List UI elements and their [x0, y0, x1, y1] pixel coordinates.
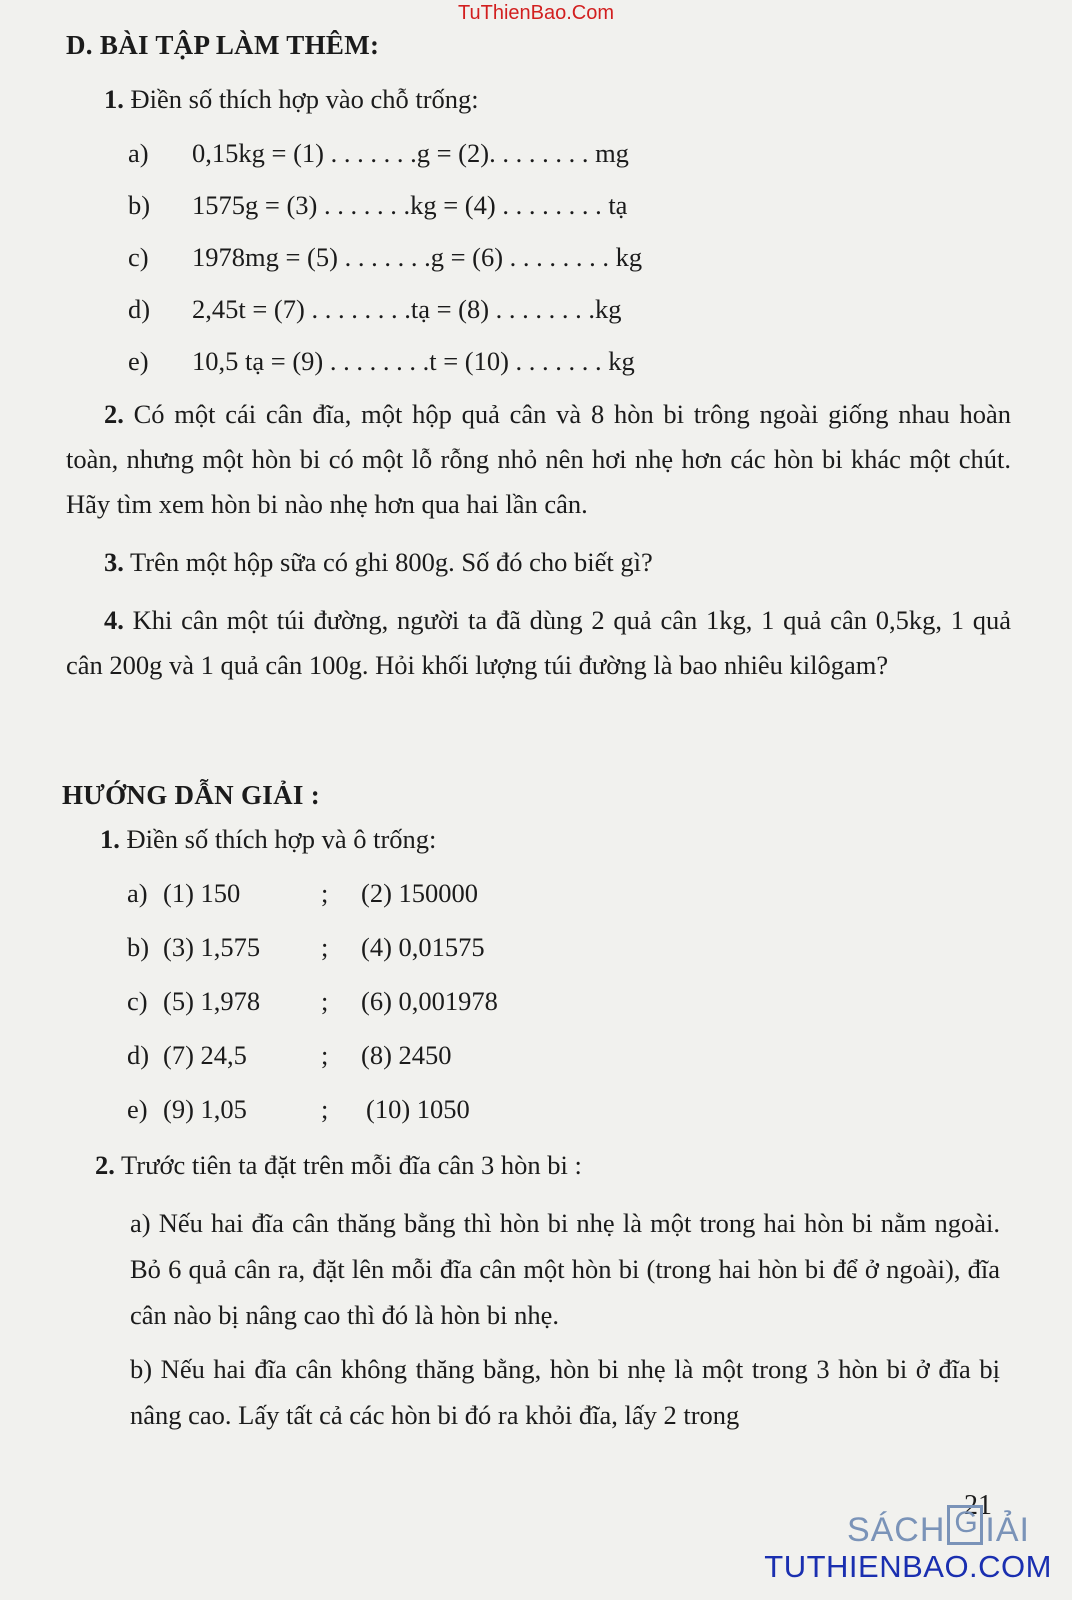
answer-1-heading	[100, 826, 436, 853]
logo-box-letter: G	[954, 1506, 979, 1539]
answer-left: (9) 1,05	[163, 1094, 247, 1124]
question-number: 2.	[104, 399, 124, 429]
answer-2-part-a: a) Nếu hai đĩa cân thăng bằng thì hòn bi nhẹ là một trong hai hòn bi nằm ngoài. Bỏ 6 quả cân ra, đặt lên mỗi đĩa cân một hòn bi (trong hai hòn bi để ở ngoài), đĩa cân nào bị nâng cao thì đó là hòn bi nhẹ.	[130, 1208, 1000, 1330]
question-text: Khi cân một túi đường, người ta đã dùng 2 quả cân 1kg, 1 quả cân 0,5kg, 1 quả cân 200g và 1 quả cân 100g. Hỏi khối lượng túi đường là bao nhiêu kilôgam?	[66, 605, 1012, 680]
exercise-expression: 10,5 tạ = (9) . . . . . . . .t = (10) . . . . . . . kg	[192, 346, 635, 376]
logo-box-icon	[947, 1505, 983, 1545]
answer-separator: ;	[321, 1094, 329, 1124]
answer-2-part-b: b) Nếu hai đĩa cân không thăng bằng, hòn bi nhẹ là một trong 3 hòn bi ở đĩa bị nâng cao. Lấy tất cả các hòn bi đó ra khỏi đĩa, lấy 2 trong	[130, 1354, 1000, 1430]
section-title: D. BÀI TẬP LÀM THÊM:	[66, 30, 380, 60]
exercise-label: b)	[128, 190, 151, 220]
answer-right: (6) 0,001978	[361, 986, 498, 1016]
answer-left: (3) 1,575	[163, 932, 261, 962]
answer-right: (2) 150000	[361, 878, 479, 908]
watermark-top: TuThienBao.Com	[458, 2, 614, 24]
question-number: 4.	[104, 605, 124, 635]
exercise-expression: 2,45t = (7) . . . . . . . .tạ = (8) . . . . . . . .kg	[192, 294, 622, 324]
exercise-label: c)	[128, 242, 149, 272]
answer-label: a)	[127, 878, 148, 908]
question-4	[66, 598, 1011, 688]
answer-separator: ;	[321, 986, 329, 1016]
exercise-label: e)	[128, 346, 149, 376]
answer-2-heading	[95, 1152, 582, 1179]
question-text: Có một cái cân đĩa, một hộp quả cân và 8 hòn bi trông ngoài giống nhau hoàn toàn, nhưng một hòn bi có một lỗ rỗng nhỏ nên hơi nhẹ hơn các hòn bi khác một chút. Hãy tìm xem hòn bi nào nhẹ hơn qua hai lần cân.	[66, 399, 1011, 519]
answer-left: (1) 150	[163, 878, 241, 908]
logo-top-line	[847, 1505, 1030, 1550]
answer-right: (8) 2450	[361, 1040, 452, 1070]
answer-right: (10) 1050	[366, 1094, 470, 1124]
question-text: Điền số thích hợp vào chỗ trống:	[130, 84, 479, 114]
site-logo	[752, 1505, 1052, 1595]
answer-right: (4) 0,01575	[361, 932, 485, 962]
answer-label: e)	[127, 1094, 148, 1124]
answer-text: Điền số thích hợp và ô trống:	[126, 824, 437, 854]
exercise-expression: 1575g = (3) . . . . . . .kg = (4) . . . . . . . . tạ	[192, 190, 628, 220]
page-number: 21	[964, 1490, 992, 1521]
question-3	[66, 540, 1011, 585]
question-text: Trên một hộp sữa có ghi 800g. Số đó cho biết gì?	[130, 547, 653, 577]
exercise-label: d)	[128, 294, 151, 324]
answer-separator: ;	[321, 1040, 329, 1070]
answer-label: d)	[127, 1040, 150, 1070]
answer-label: b)	[127, 932, 150, 962]
answer-number: 1.	[100, 824, 120, 854]
question-number: 1.	[104, 84, 124, 114]
logo-text-left: SÁCH	[846, 1511, 946, 1549]
answer-separator: ;	[321, 878, 329, 908]
exercise-expression: 0,15kg = (1) . . . . . . .g = (2). . . . . . . . mg	[192, 138, 629, 168]
question-2	[66, 392, 1011, 527]
exercise-expression: 1978mg = (5) . . . . . . .g = (6) . . . . . . . . kg	[192, 242, 643, 272]
answer-label: c)	[127, 986, 148, 1016]
answer-separator: ;	[321, 932, 329, 962]
solutions-title: HƯỚNG DẪN GIẢI :	[62, 780, 321, 810]
logo-text-right: IẢI	[985, 1511, 1030, 1549]
answer-text: Trước tiên ta đặt trên mỗi đĩa cân 3 hòn bi :	[121, 1150, 582, 1180]
exercise-label: a)	[128, 138, 149, 168]
question-number: 3.	[104, 547, 124, 577]
answer-left: (7) 24,5	[163, 1040, 247, 1070]
logo-bottom-line: TUTHIENBAO.COM	[764, 1549, 1052, 1584]
answer-left: (5) 1,978	[163, 986, 261, 1016]
question-1-heading	[104, 86, 479, 113]
answer-number: 2.	[95, 1150, 115, 1180]
